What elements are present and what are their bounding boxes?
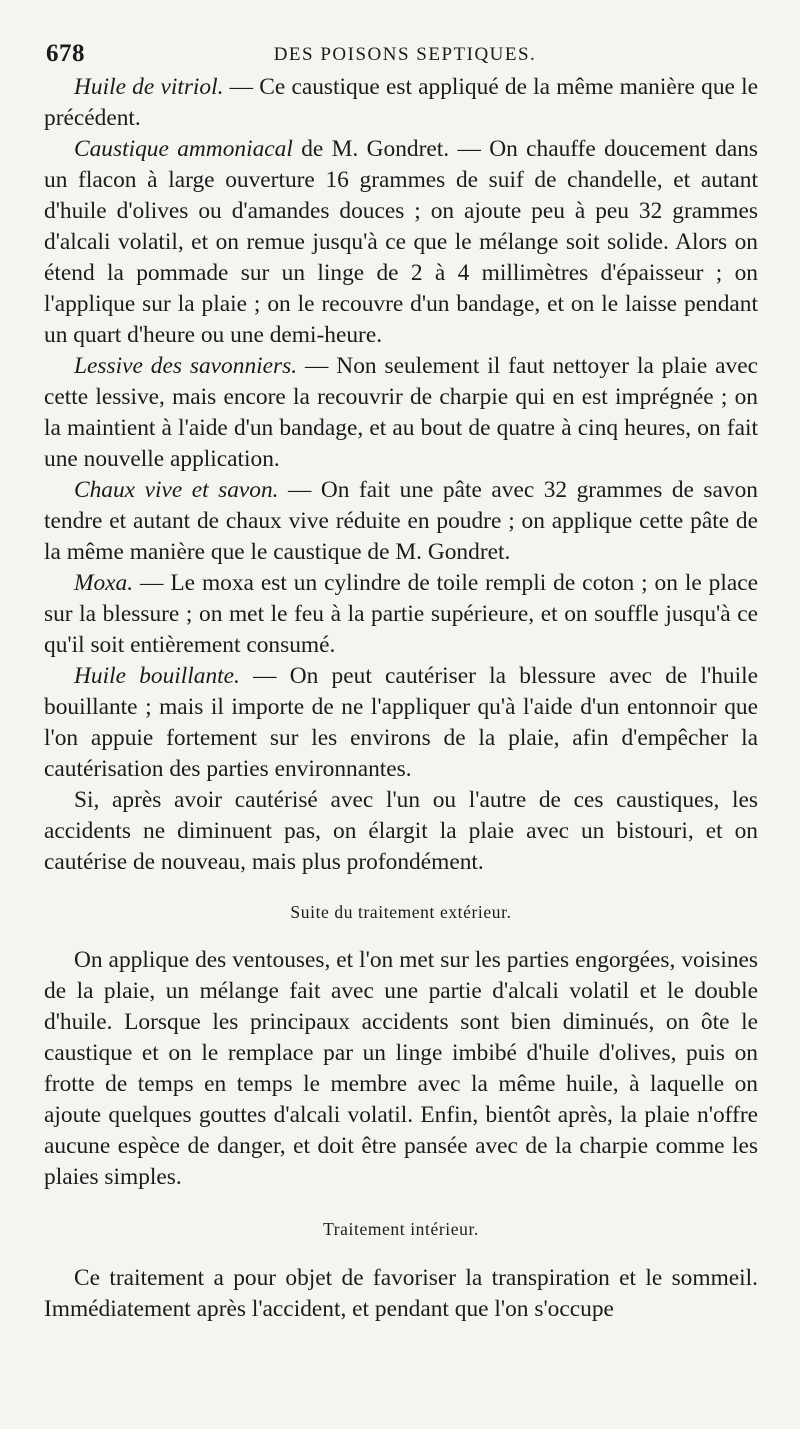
paragraph-text: de M. Gondret. — On chauffe doucement dans un flacon à large ouverture 16 grammes de suif de chandelle, et autant d'huile d'olives ou d'amandes douces ; on ajoute peu à peu 32 grammes d'alcali volatil, et on remue jusqu'à ce que le mélange soit solide. Alors on étend la pommade sur un linge de 2 à 4 millimètres d'épaisseur ; on l'applique sur la plaie ; on le recouvre d'un bandage, et on le laisse pendant un quart d'heure ou une demi-heure. [44,136,758,348]
paragraph-si-apres [44,785,758,878]
page-header [44,38,756,74]
paragraph-text: — On peut cautériser la blessure avec de l'huile bouillante ; mais il importe de ne l'appliquer qu'à l'aide d'un entonnoir que l'on appuie fortement sur les environs de la plaie, afin d'empêcher la cautérisation des parties environnantes. [44,663,759,782]
running-head: DES POISONS SEPTIQUES. [273,44,537,65]
paragraph-text: — Le moxa est un cylindre de toile rempli de coton ; on le place sur la blessure ; on met le feu à la partie supérieure, et on souffle jusqu'à ce qu'il soit entièrement consumé. [44,570,758,658]
section-heading-suite-traitement: Suite du traitement extérieur. [290,902,512,922]
section-heading-traitement-interieur: Traitement intérieur. [323,1219,479,1239]
paragraph-caustique-ammoniacal [44,134,758,351]
term: Lessive des savonniers. [74,353,298,379]
paragraph-text: — Non seulement il faut nettoyer la plaie avec cette lessive, mais encore la recouvrir de charpie qui en est imprégnée ; on la maintient à l'aide d'un bandage, et au bout de quatre à cinq heures, on fait une nouvelle application. [44,353,759,472]
paragraph-moxa [44,568,758,661]
paragraph-huile-bouillante [44,661,758,785]
page-number: 678 [46,40,85,67]
paragraph-text: — Ce caustique est appliqué de la même manière que le précédent. [44,74,758,131]
paragraph-traitement: Ce traitement a pour objet de favoriser la transpiration et le sommeil. Immédiatement après l'accident, et pendant que l'on s'occupe [44,1265,758,1322]
term: Moxa. [74,570,134,596]
paragraph-ventouses: On applique des ventouses, et l'on met sur les parties engorgées, voisines de la plaie, un mélange fait avec une partie d'alcali volatil et le double d'huile. Lorsque les principaux accidents sont bien diminués, on ôte le caustique et on le remplace par un linge imbibé d'huile d'olives, puis on frotte de temps en temps le membre avec la même huile, à laquelle on ajoute quelques gouttes d'alcali volatil. Enfin, bientôt après, la plaie n'offre aucune espèce de danger, et doit être pansée avec de la charpie comme les plaies simples. [44,947,758,1190]
paragraph-huile-de-vitriol [44,72,758,134]
term: Huile de vitriol. [74,74,224,100]
term: Huile bouillante. [74,663,240,689]
paragraph-chaux-vive-et-savon [44,475,758,568]
paragraph-lessive-des-savonniers [44,351,758,475]
paragraph-text: Si, après avoir cautérisé avec l'un ou l'autre de ces caustiques, les accidents ne diminuent pas, on élargit la plaie avec un bistouri, et on cautérise de nouveau, mais plus profondément. [44,787,758,875]
term: Chaux vive et savon. [74,477,279,503]
term: Caustique ammoniacal [74,136,293,162]
paragraph-text: — On fait une pâte avec 32 grammes de savon tendre et autant de chaux vive réduite en poudre ; on applique cette pâte de la même manière que le caustique de M. Gondret. [44,477,758,565]
body-text [44,72,758,1325]
